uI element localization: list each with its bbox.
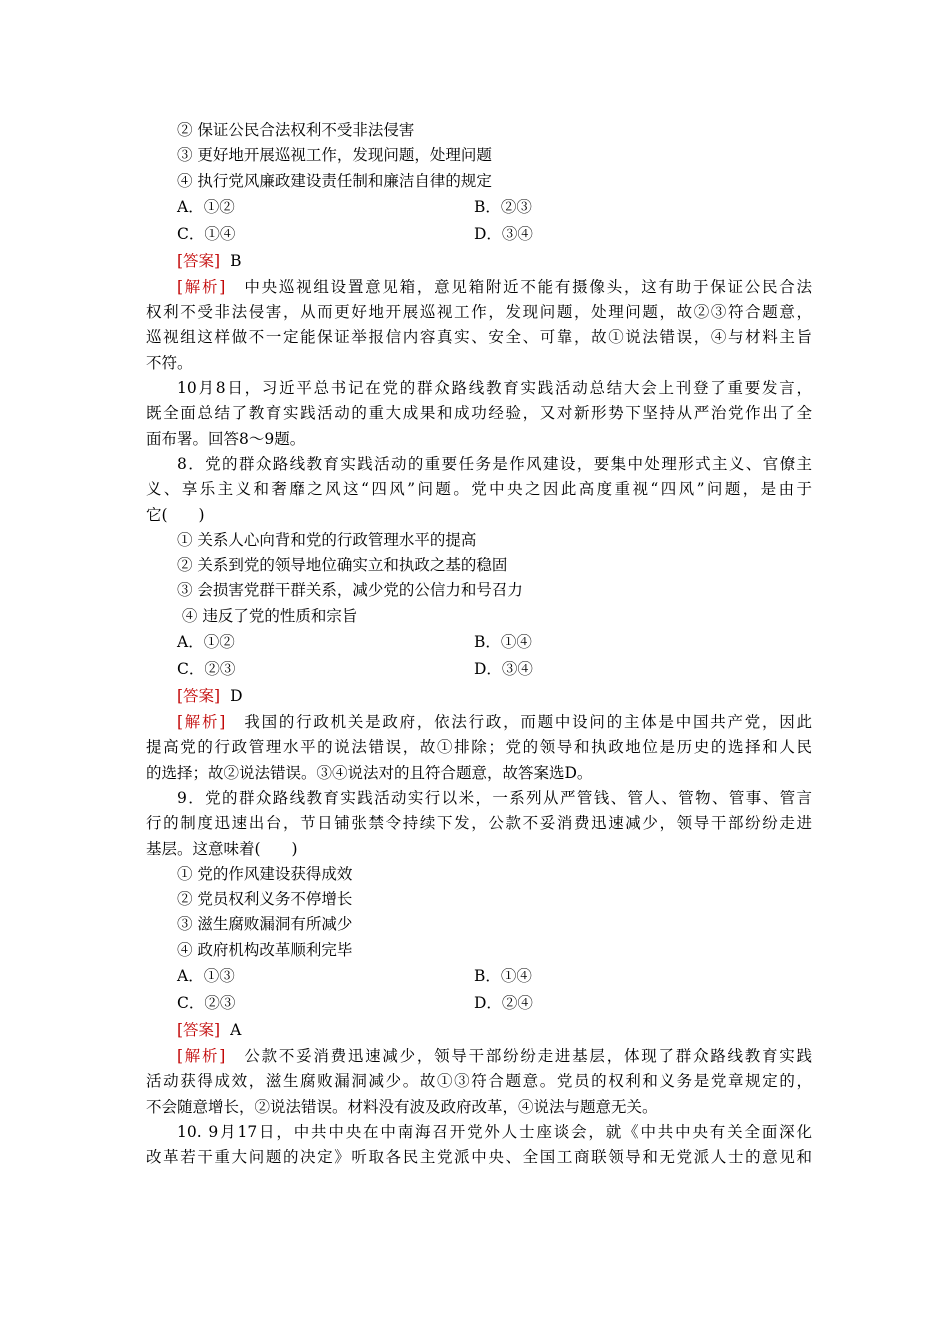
material-line-3: 面布署。回答8～9题。 — [146, 429, 306, 448]
material-line-2: 既全面总结了教育实践活动的重大成果和成功经验，又对新形势下坚持从严治党作出了全 — [146, 404, 812, 423]
q9-analysis-line-2: 活动获得成效，滋生腐败漏洞减少。故①③符合题意。党员的权利和义务是党章规定的， — [146, 1072, 812, 1091]
q8-item-3: ③ 会损害党群干群关系，减少党的公信力和号召力 — [177, 581, 523, 600]
q9-options-row1 — [146, 963, 812, 990]
q7-item-4: ④ 执行党风廉政建设责任制和廉洁自律的规定 — [177, 171, 492, 190]
q8-analysis-line-3: 的选择；故②说法错误。③④说法对的且符合题意，故答案选D。 — [146, 763, 593, 782]
q8-item-4: ④ 违反了党的性质和宗旨 — [177, 606, 358, 625]
q9-stem-line-1: 9．党的群众路线教育实践活动实行以米，一系列从严管钱、管人、管物、管事、管言 — [177, 788, 812, 807]
q8-answer — [146, 683, 812, 710]
q9-stem-line-3: 基层。这意味着( ) — [146, 839, 298, 858]
answer-value: A — [230, 1021, 242, 1040]
analysis-tag: [解析] — [177, 713, 226, 732]
answer-tag: [答案] — [177, 687, 221, 706]
q7-options-row1 — [146, 194, 812, 221]
q7-option-b: B．②③ — [474, 197, 532, 216]
q7-analysis-line-4: 不符。 — [146, 353, 193, 372]
q8-option-d: D．③④ — [474, 660, 533, 679]
q9-stem-line-2: 行的制度迅速出台，节日铺张禁令持续下发，公款不妥消费迅速减少，领导干部纷纷走进 — [146, 814, 812, 833]
q8-stem-line-1: 8．党的群众路线教育实践活动的重要任务是作风建设，要集中处理形式主义、官僚主 — [177, 454, 812, 473]
q9-item-2: ② 党员权利义务不停增长 — [177, 890, 353, 909]
q9-option-b: B．①④ — [474, 967, 532, 986]
q10-stem-line-1: 10. 9月17日，中共中央在中南海召开党外人士座谈会，就《中共中央有关全面深化 — [177, 1122, 812, 1141]
document-page — [146, 118, 812, 1171]
q9-option-d: D．②④ — [474, 994, 533, 1013]
q8-stem-line-3: 它( ) — [146, 505, 205, 524]
q8-option-a: A．①② — [177, 633, 235, 652]
q7-option-a: A．①② — [177, 197, 235, 216]
q9-options-row2 — [146, 990, 812, 1017]
answer-tag: [答案] — [177, 251, 221, 270]
q8-options-row1 — [146, 629, 812, 656]
answer-tag: [答案] — [177, 1021, 221, 1040]
q9-analysis-line-1: [解析] 公款不妥消费迅速减少，领导干部纷纷走进基层，体现了群众路线教育实践 — [177, 1047, 812, 1066]
q7-analysis-line-3: 巡视组这样做不一定能保证举报信内容真实、安全、可靠，故①说法错误，④与材料主旨 — [146, 328, 812, 347]
q8-option-b: B．①④ — [474, 633, 532, 652]
answer-value: D — [230, 687, 243, 706]
q7-item-2: ② 保证公民合法权利不受非法侵害 — [177, 121, 415, 139]
q10-stem-line-2: 改革若干重大问题的决定》听取各民主党派中央、全国工商联领导和无党派人士的意见和 — [146, 1148, 812, 1167]
q7-analysis-line-1: [解析] 中央巡视组设置意见箱，意见箱附近不能有摄像头，这有助于保证公民合法 — [177, 277, 812, 296]
q9-item-1: ① 党的作风建设获得成效 — [177, 864, 353, 883]
q8-options-row2 — [146, 656, 812, 683]
analysis-tag: [解析] — [177, 277, 226, 296]
q9-analysis-line-3: 不会随意增长，②说法错误。材料没有波及政府改革，④说法与题意无关。 — [146, 1097, 658, 1116]
q7-analysis-line-2: 权利不受非法侵害，从而更好地开展巡视工作，发现问题，处理问题，故②③符合题意， — [146, 303, 812, 322]
q8-option-c: C．②③ — [177, 660, 236, 679]
material-line-1: 10月8日，习近平总书记在党的群众路线教育实践活动总结大会上刊登了重要发言， — [177, 379, 812, 398]
q9-option-c: C．②③ — [177, 994, 236, 1013]
q8-item-2: ② 关系到党的领导地位确实立和执政之基的稳固 — [177, 556, 508, 575]
q8-item-1: ① 关系人心向背和党的行政管理水平的提高 — [177, 530, 477, 549]
analysis-tag: [解析] — [177, 1047, 226, 1066]
q7-answer — [146, 248, 812, 275]
q7-options-row2 — [146, 221, 812, 248]
q8-stem-line-2: 义、享乐主义和奢靡之风这“四风”问题。党中央之因此高度重视“四风”问题，是由于 — [146, 480, 812, 499]
q9-answer — [146, 1017, 812, 1044]
q8-analysis-line-1: [解析] 我国的行政机关是政府，依法行政，而题中设问的主体是中国共产党，因此 — [177, 713, 812, 732]
q9-option-a: A．①③ — [177, 967, 235, 986]
q7-item-3: ③ 更好地开展巡视工作，发现问题，处理问题 — [177, 146, 492, 165]
q7-option-d: D．③④ — [474, 224, 533, 243]
answer-value: B — [230, 251, 242, 270]
q7-option-c: C．①④ — [177, 224, 236, 243]
q9-item-3: ③ 滋生腐败漏洞有所减少 — [177, 915, 353, 934]
q9-item-4: ④ 政府机构改革顺利完毕 — [177, 940, 353, 959]
q8-analysis-line-2: 提高党的行政管理水平的说法错误，故①排除；党的领导和执政地位是历史的选择和人民 — [146, 738, 812, 757]
